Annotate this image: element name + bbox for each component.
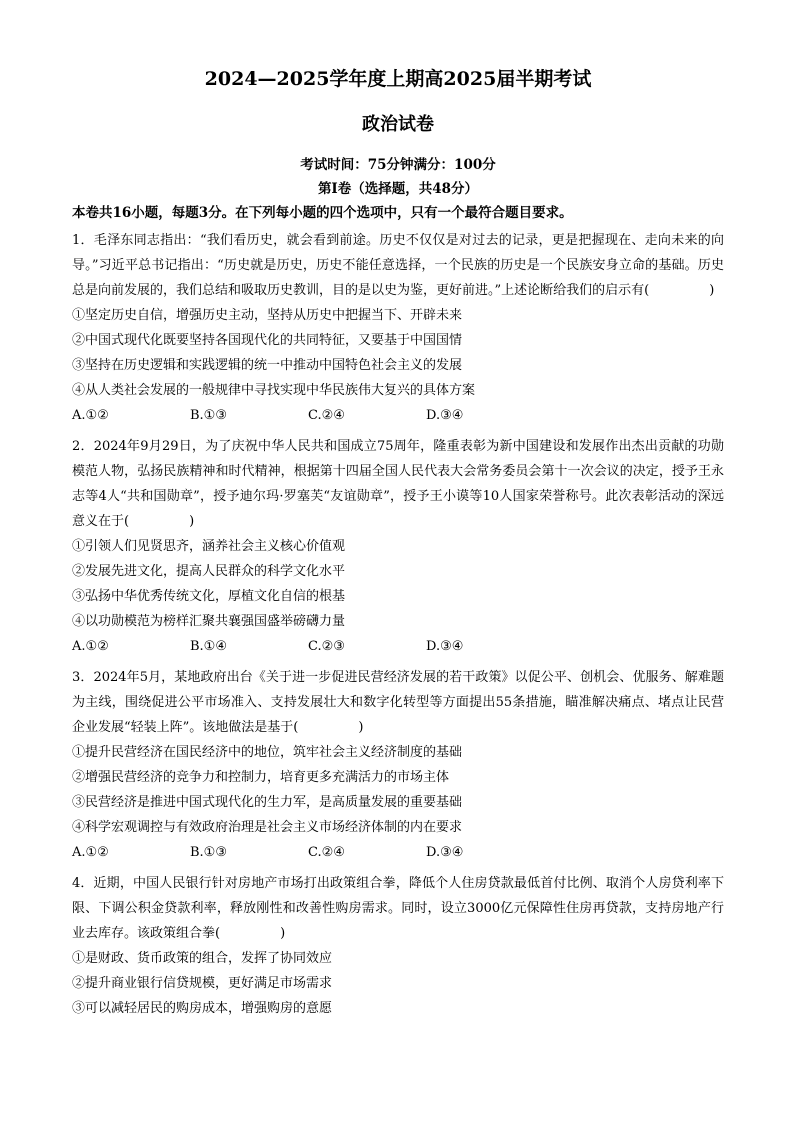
- question-stem-text: 3．2024年5月，某地政府出台《关于进一步促进民营经济发展的若干政策》以促公平、创机会、优服务、解难题为主线，围绕促进公平市场准入、支持发展壮大和数字化转型等方面提出55条措施，瞄准解决痛点、堵点让民营企业发展“轻装上阵”。该地做法是基于(: [72, 670, 724, 735]
- statement-option: ②增强民营经济的竞争力和控制力，培育更多充满活力的市场主体: [72, 770, 450, 785]
- choice-c: C.②④: [308, 408, 345, 423]
- statement-option: ④以功勋模范为榜样汇聚共襄强国盛举磅礴力量: [72, 614, 346, 629]
- section-instructions: 本卷共16小题，每题3分。在下列每小题的四个选项中，只有一个最符合题目要求。: [72, 205, 573, 221]
- statement-option: ②发展先进文化，提高人民群众的科学文化水平: [72, 564, 346, 579]
- question-stem-text: 2．2024年9月29日，为了庆祝中华人民共和国成立75周年，隆重表彰为新中国建设和发展作出杰出贡献的功勋模范人物，弘扬民族精神和时代精神，根据第十四届全国人民代表大会常务委员会第十一次会议的决定，授予王永志等4人“共和国勋章”，授予迪尔玛·罗塞芙“友谊勋章”，授予王小谟等10人国家荣誉称号。此次表彰活动的深远意义在于(: [72, 439, 724, 529]
- section-title: 第Ⅰ卷（选择题，共48分）: [317, 181, 479, 197]
- choice-d: D.③④: [426, 639, 464, 654]
- choice-c: C.②③: [308, 639, 345, 654]
- question-3: [72, 665, 724, 865]
- choice-c: C.②④: [308, 845, 345, 860]
- statement-option: ③弘扬中华优秀传统文化，厚植文化自信的根基: [72, 589, 346, 604]
- choice-b: B.①③: [190, 408, 227, 423]
- question-1: [72, 228, 724, 428]
- question-stem: [72, 871, 724, 946]
- question-stem-close: ): [280, 926, 286, 941]
- choice-d: D.③④: [426, 408, 464, 423]
- question-stem-close: ): [189, 514, 195, 529]
- statement-option: ①坚定历史自信，增强历史主动，坚持从历史中把握当下、开辟未来: [72, 308, 463, 323]
- statement-option: ③可以减轻居民的购房成本，增强购房的意愿: [72, 1001, 333, 1016]
- choice-b: B.①④: [190, 639, 227, 654]
- statement-option: ④科学宏观调控与有效政府治理是社会主义市场经济体制的内在要求: [72, 820, 463, 835]
- question-2: [72, 434, 724, 659]
- exam-subject-title: 政治试卷: [362, 114, 434, 135]
- statement-option: ③坚持在历史逻辑和实践逻辑的统一中推动中国特色社会主义的发展: [72, 358, 463, 373]
- choice-a: A.①②: [72, 845, 109, 860]
- statement-option: ①是财政、货币政策的组合，发挥了协同效应: [72, 951, 333, 966]
- choice-b: B.①③: [190, 845, 227, 860]
- question-stem-text: 4．近期，中国人民银行针对房地产市场打出政策组合拳，降低个人住房贷款最低首付比例、取消个人房贷利率下限、下调公积金贷款利率，释放刚性和改善性购房需求。同时，设立3000亿元保障性住房再贷款，支持房地产行业去库存。该政策组合拳(: [72, 876, 724, 941]
- choice-d: D.③④: [426, 845, 464, 860]
- exam-title: 2024—2025学年度上期高2025届半期考试: [204, 68, 592, 90]
- statement-option: ①引领人们见贤思齐，涵养社会主义核心价值观: [72, 539, 346, 554]
- question-stem: [72, 228, 724, 303]
- exam-time-and-score: 考试时间：75分钟满分：100分: [300, 157, 496, 173]
- statement-option: ②提升商业银行信贷规模，更好满足市场需求: [72, 976, 333, 991]
- question-stem: [72, 434, 724, 534]
- answer-choices: [72, 634, 724, 659]
- statement-option: ④从人类社会发展的一般规律中寻找实现中华民族伟大复兴的具体方案: [72, 383, 476, 398]
- question-stem-text: 1．毛泽东同志指出：“我们看历史，就会看到前途。历史不仅仅是对过去的记录，更是把握现在、走向未来的向导。”习近平总书记指出：“历史就是历史，历史不能任意选择，一个民族的历史是一个民族安身立命的基础。历史总是向前发展的，我们总结和吸取历史教训，目的是以史为鉴，更好前进。”上述论断给我们的启示有(: [72, 233, 724, 298]
- question-stem-close: ): [709, 283, 715, 298]
- question-stem-close: ): [358, 720, 364, 735]
- question-4: [72, 871, 724, 1021]
- statement-option: ③民营经济是推进中国式现代化的生力军，是高质量发展的重要基础: [72, 795, 463, 810]
- statement-option: ①提升民营经济在国民经济中的地位，筑牢社会主义经济制度的基础: [72, 745, 463, 760]
- question-stem: [72, 665, 724, 740]
- choice-a: A.①②: [72, 408, 109, 423]
- answer-choices: [72, 840, 724, 865]
- answer-choices: [72, 403, 724, 428]
- statement-option: ②中国式现代化既要坚持各国现代化的共同特征，又要基于中国国情: [72, 333, 463, 348]
- choice-a: A.①②: [72, 639, 109, 654]
